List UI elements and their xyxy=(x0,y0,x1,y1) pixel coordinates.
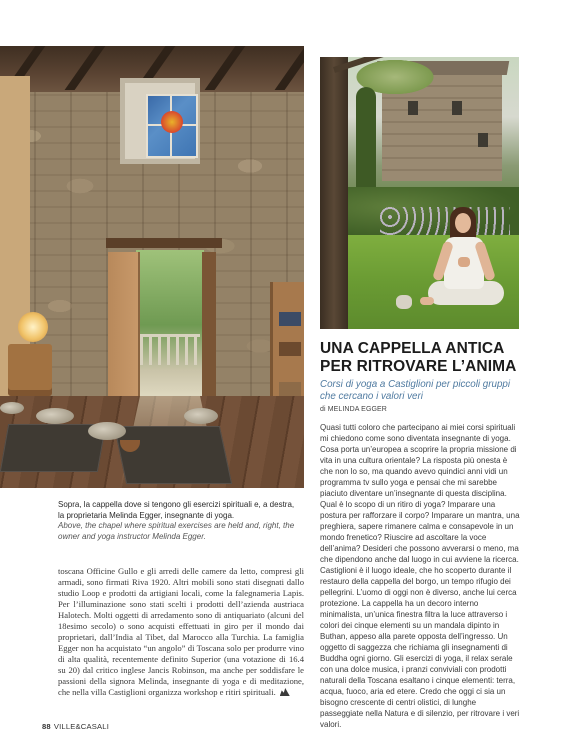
page-number: 88 xyxy=(42,722,51,731)
door-lintel xyxy=(106,238,222,248)
wooden-door-left xyxy=(108,252,140,400)
yoga-mat xyxy=(114,426,232,484)
meditation-cushion xyxy=(0,402,24,414)
stained-glass-window xyxy=(146,94,198,158)
open-doorway xyxy=(136,250,204,400)
article-subtitle: Corsi di yoga a Castiglioni per piccoli gruppi che cercano i valori veri xyxy=(320,379,511,402)
left-body-text xyxy=(58,566,304,698)
magazine-name: VILLE&CASALI xyxy=(53,722,110,731)
meditation-cushion xyxy=(88,422,126,440)
article-byline: di MELINDA EGGER xyxy=(320,406,387,413)
photo-caption xyxy=(58,500,302,542)
article-body: Quasi tutti coloro che partecipano ai miei corsi spirituali mi chiedono come sono diventata insegnante di yoga. Cosa porta un’europea a scoprire la propria missione di vita in una cultura orientale? La risposta più onesta è che non lo so, ma quando avevo quindici anni vidi un programma tv sullo yoga e pensai che mi sarebbe piaciuto diventare un’insegnante di questa disciplina. Qual è lo scopo di un ritiro di yoga? Imparare una postura per rafforzare il corpo? Imparare un mantra, una preghiera, sapere rimanere calma e consapevole in un mondo frenetico? Riuscire ad ascoltare la voce dell’anima? Desideri che possono avverarsi o meno, ma che dipendono anche dal luogo in cui avviene la ricerca. Castiglioni è il luogo ideale, che ho scoperto durante il restauro della cappella del borgo, un tempo rifugio dei pellegrini. L’uomo di oggi non è diverso, anche lui cerca protezione. La cappella ha un decoro interno minimalista, un’unica finestra filtra la luce attraverso i colori dei cinque elementi su un mandala dipinto in Buthan, appeso alla parete opposta dell’ingresso. Un oggetto di saggezza che richiama gli insegnamenti di Buddha ogni giorno. Gli esercizi di yoga, il relax serale con una dolce musica, i pranzi conviviali con prodotti naturali della Toscana esaltano i cinque elementi: terra, acqua, fuoco, aria ed etere. Credo che oggi ci sia un bisogno crescente di centri olistici, di lunghe passeggiate nella Natura e di silenzio, per ritrovare i veri valori. xyxy=(320,423,520,729)
flower-bed xyxy=(380,207,510,237)
woman-face xyxy=(455,213,471,233)
mountain-end-mark-icon xyxy=(280,688,290,696)
wooden-door-right xyxy=(202,252,216,402)
caption-english: Above, the chapel where spiritual exercises are held and, right, the owner and yoga instructor Melinda Egger. xyxy=(58,521,295,541)
woman-feet xyxy=(420,297,434,305)
side-cabinet xyxy=(8,344,52,396)
om-symbol-icon xyxy=(161,111,183,133)
left-body-paragraph: toscana Officine Gullo e gli arredi delle camere da letto, compresi gli armadi, sono firmati Riva 1920. Altri mobili sono stati disegnati dallo studio Loop e prodotti da artigiani locali, come la falegnameria Lapis. Per l’illuminazione sono stati scelti i prodotti dell’azienda austriaca Halotech. Molti oggetti di arredamento sono di antiquariato (alcuni del 18esimo secolo) o sono acquisti effettuati in giro per il mondo dai proprietari, dall’India al Tibet, dal Marocco alla Turchia. La famiglia Egger non ha acquistato “un angolo” di Toscana solo per produrre vino di alta qualità, recentemente definito Superior (una votazione di 16.4 su 20) dal critico inglese Jancis Robinson, ma anche per soddisfare le passioni della signora Melinda, insegnante di yoga e di meditazione, che nella villa Castiglioni organizza workshop e ritiri spirituali. xyxy=(58,566,304,697)
tree-trunk xyxy=(320,57,348,329)
caption-italian: Sopra, la cappella dove si tengono gli esercizi spirituali e, a destra, la proprietaria Melinda Egger, insegnante di yoga. xyxy=(58,500,295,520)
meditation-cushion xyxy=(184,408,218,424)
chapel-interior-photo xyxy=(0,46,304,488)
balcony-railing xyxy=(140,334,200,365)
article-headline xyxy=(320,340,520,376)
headline-line-2: PER RITROVARE L’ANIMA xyxy=(320,358,517,375)
lamp xyxy=(18,312,48,342)
page-folio xyxy=(42,722,109,731)
praying-hands xyxy=(458,257,470,267)
headline-line-1: UNA CAPPELLA ANTICA xyxy=(320,340,505,357)
meditation-cushion xyxy=(36,408,74,424)
yoga-instructor-outdoor-photo xyxy=(320,57,519,329)
garden-stone xyxy=(396,295,412,309)
